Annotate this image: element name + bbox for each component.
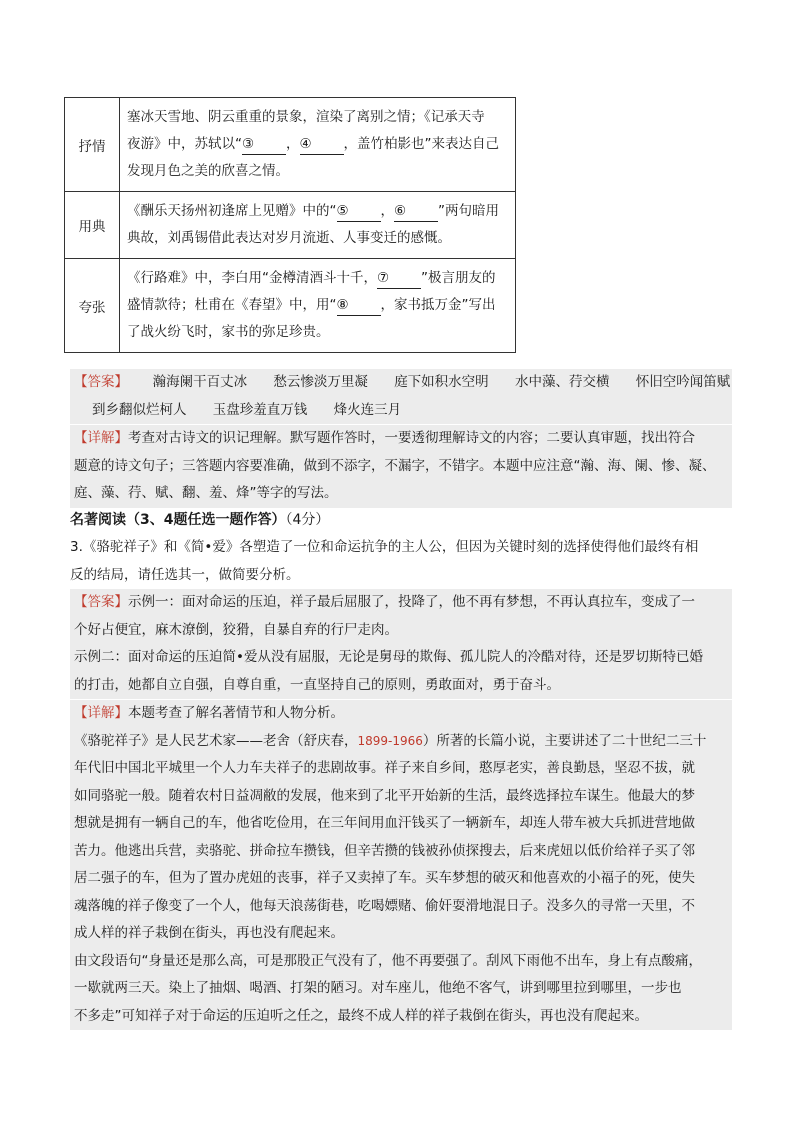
detail-block-2: 【详解】本题考查了解名著情节和人物分析。 《骆驼祥子》是人民艺术家——老舍（舒庆春，1899-1966）所著的长篇小说，主要讲述了二十世纪二三十 年代旧中国北平城里一个人力车夫祥子的悲剧故事。祥子来自乡间，憨厚老实，善良勤恳，坚忍不拔，就 如同骆驼一般。随着农村日益凋敝的发展，他来到了北平开始新的生活，最终选择拉车谋生。他最大的梦 想就是拥有一辆自己的车，他省吃俭用，在三年间用血汗钱买了一辆新车，却连人带车被大兵抓进营地做 苦力。他逃出兵营，卖骆驼、拼命拉车攒钱，但辛苦攒的钱被孙侦探搜去，后来虎妞以低价给祥子买了邻 居二强子的车，但为了置办虎妞的丧事，祥子又卖掉了车。买车梦想的破灭和他喜欢的小福子的死，使失 魂落魄的祥子像变了一个人，他每天浪荡街巷，吃喝嫖赌、偷奸耍滑地混日子。没多久的寻常一天里，不 成人样的祥子栽倒在街头，再也没有爬起来。 由文段语句“身量还是那么高，可是那股正气没有了，他不再要强了。刮风下雨他不出车，身上有点酸痛， 一歇就两三天。染上了抽烟、喝酒、打架的陋习。对车座儿，他绝不客气，讲到哪里拉到哪里，一步也 不多走”可知祥子对于命运的压迫听之任之，最终不成人样的祥子栽倒在街头，再也没有爬起来。 [70,700,732,1030]
table-row [65,98,516,192]
answer-blank: ⑦ [377,268,421,289]
table-row [65,192,516,259]
answer-tag: 【答案】 [74,594,128,610]
row-label: 抒情 [65,98,120,192]
answer-blank: ⑧ [337,295,381,316]
answer-blank: ⑥ [394,201,438,222]
detail-tag: 【详解】 [74,705,128,721]
row-content: 《行路难》中，李白用“金樽清酒斗十千，⑦ ”极言朋友的 盛情款待；杜甫在《春望》中，用“⑧ ，家书抵万金”写出 了战火纷飞时，家书的弥足珍贵。 [120,259,516,353]
row-content: 塞冰天雪地、阴云重重的景象，渲染了离别之情；《记承天寺 夜游》中，苏轼以“③ ，④ ，盖竹柏影也”来表达自己 发现月色之美的欣喜之情。 [120,98,516,192]
detail-tag: 【详解】 [74,430,128,446]
answer-block-1: 【答案】 瀚海阑干百丈冰 愁云惨淡万里凝 庭下如积水空明 水中藻、荇交横 怀旧空吟闻笛赋 到乡翻似烂柯人 玉盘珍羞直万钱 烽火连三月 [70,369,732,424]
answer-block-2: 【答案】示例一：面对命运的压迫，祥子最后屈服了，投降了，他不再有梦想，不再认真拉车，变成了一 个好占便宜，麻木潦倒，狡猾，自暴自弃的行尸走肉。 示例二：面对命运的压迫简•爱从没有屈服，无论是舅母的欺侮、孤儿院人的冷酷对待，还是罗切斯特已婚 的打击，她都自立自强，自尊自重，一直坚持自己的原则，勇敢面对，勇于奋斗。 [70,589,732,699]
rhetoric-table [64,97,516,353]
table-row [65,259,516,353]
answer-blank: ③ [242,134,286,155]
row-label: 夸张 [65,259,120,353]
section-title: 名著阅读（3、4题任选一题作答）（4分） [70,512,330,528]
row-content: 《酬乐天扬州初逢席上见赠》中的“⑤ ，⑥ ”两句暗用 典故，刘禹锡借此表达对岁月流逝、人事变迁的感慨。 [120,192,516,259]
answer-tag: 【答案】 [74,374,128,390]
answer-blank: ④ [300,134,344,155]
row-label: 用典 [65,192,120,259]
detail-block-1: 【详解】考查对古诗文的识记理解。默写题作答时，一要透彻理解诗文的内容；二要认真审题，找出符合 题意的诗文句子；三答题内容要准确，做到不添字，不漏字，不错字。本题中应注意“瀚、海、阑、惨、凝、 庭、藻、荇、赋、翻、羞、烽”等字的写法。 [70,425,732,508]
question-3: 3.《骆驼祥子》和《简•爱》各塑造了一位和命运抗争的主人公，但因为关键时刻的选择使得他们最终有相 反的结局，请任选其一，做简要分析。 [70,539,699,583]
answer-blank: ⑤ [337,201,381,222]
